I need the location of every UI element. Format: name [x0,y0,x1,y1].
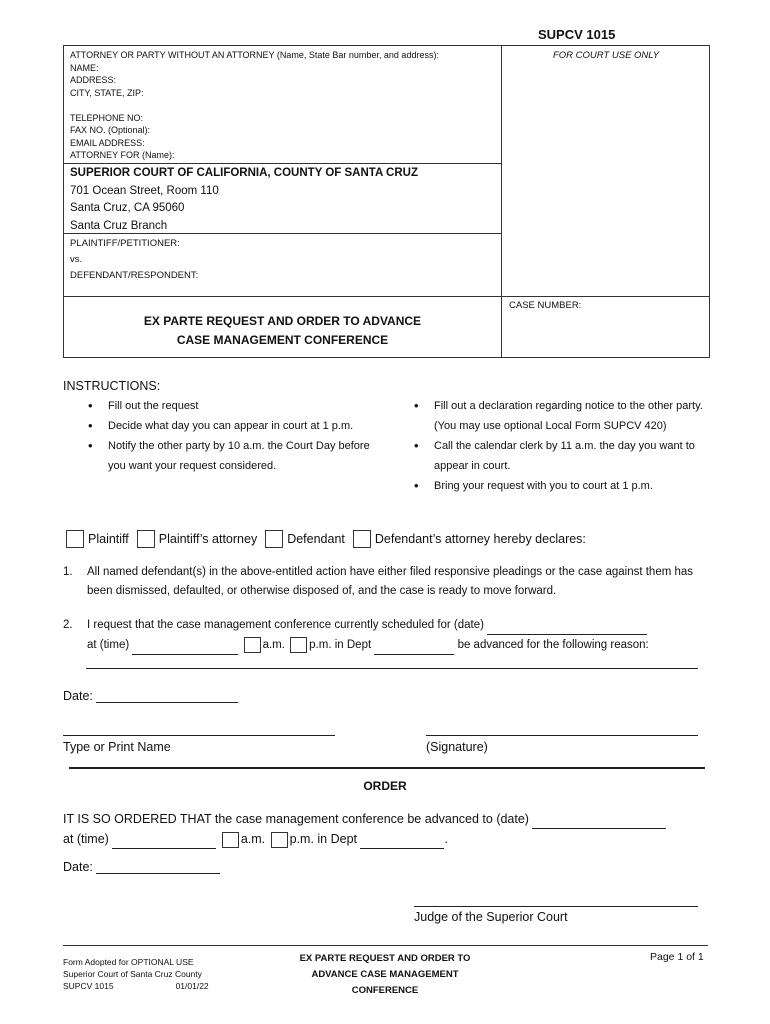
attorney-city-field[interactable]: CITY, STATE, ZIP: [70,87,144,98]
scheduled-date-field[interactable] [487,621,647,635]
footer-form-date: 01/01/22 [175,981,209,991]
page-number: Page 1 of 1 [650,951,704,963]
footer-form-code: SUPCV 1015 [63,981,114,991]
court-address-line: 701 Ocean Street, Room 110 [70,184,219,197]
item-1 [63,563,713,601]
plaintiff-checkbox[interactable] [66,530,84,548]
order-pm-checkbox[interactable] [271,832,288,848]
print-name-field[interactable] [63,735,335,736]
court-use-label: FOR COURT USE ONLY [552,50,660,61]
defendant-field[interactable]: DEFENDANT/RESPONDENT: [70,270,199,281]
court-name: SUPERIOR COURT OF CALIFORNIA, COUNTY OF SANTA CRUZ [70,167,418,179]
plaintiff-label: Plaintiff [88,532,129,546]
attorney-name-field[interactable]: NAME: [70,62,99,73]
instruction-item: • Fill out a declaration regarding notice to the other party. (You may use optional Local Form SUPCV 420) [414,396,704,436]
form-title-line: CASE MANAGEMENT CONFERENCE [176,333,389,347]
order-time-field[interactable] [112,835,216,849]
section-divider [69,767,705,769]
am-checkbox[interactable] [244,637,261,653]
order-heading: ORDER [363,779,407,793]
footer-adopted: Form Adopted for OPTIONAL USE [63,957,194,967]
judge-signature-field[interactable] [414,906,698,907]
vs-label: vs. [70,254,83,265]
footer-divider [63,945,708,946]
case-number-field[interactable]: CASE NUMBER: [509,300,582,311]
order-date-label: Date: [63,860,93,874]
defendant-checkbox[interactable] [265,530,283,548]
date-row [63,689,238,703]
spacer [70,99,439,112]
defendant-attorney-label: Defendant’s attorney hereby declares: [374,532,586,546]
order-am-checkbox[interactable] [222,832,239,848]
court-branch: Santa Cruz Branch [70,219,168,232]
footer-title [280,951,490,999]
declarant-row [66,530,590,548]
order-text: IT IS SO ORDERED THAT the case management conference be advanced to (date) [63,812,529,826]
item-2-request-text: I request that the case management conference currently scheduled for (date) [87,619,484,631]
attorney-info [70,49,439,162]
item-number: 1. [63,566,73,578]
reason-label: be advanced for the following reason: [457,639,649,651]
court-block [70,165,418,235]
footer-title-line: ADVANCE CASE MANAGEMENT [311,969,459,980]
instruction-item: • Fill out the request [88,396,378,416]
plaintiff-attorney-checkbox[interactable] [137,530,155,548]
am-label: a.m. [262,639,285,651]
instruction-item: • Call the calendar clerk by 11 a.m. the day you want to appear in court. [414,436,704,476]
footer-title-line: EX PARTE REQUEST AND ORDER TO [299,953,471,964]
signature-field[interactable] [426,735,698,736]
judge-label: Judge of the Superior Court [414,910,568,924]
plaintiff-attorney-label: Plaintiff’s attorney [158,532,258,546]
order-date-row [63,860,220,874]
order-period: . [444,832,448,846]
print-name-label: Type or Print Name [63,740,171,754]
parties-title-divider [64,296,709,297]
plaintiff-field[interactable]: PLAINTIFF/PETITIONER: [70,238,180,249]
instructions-heading: INSTRUCTIONS: [63,379,161,393]
form-title [64,312,501,350]
defendant-attorney-checkbox[interactable] [353,530,371,548]
instructions-right [414,396,704,496]
order-date-field[interactable] [532,815,666,829]
reason-field[interactable] [86,668,698,669]
pm-checkbox[interactable] [290,637,307,653]
order-dept-field[interactable] [360,835,444,849]
instruction-item: • Bring your request with you to court at 1 p.m. [414,476,704,496]
order-sign-date-field[interactable] [96,860,220,874]
item-2 [63,615,713,655]
fax-field[interactable]: FAX NO. (Optional): [70,125,151,135]
time-field[interactable] [132,641,238,655]
footer-left [63,956,209,992]
attorney-court-divider [64,163,501,164]
form-title-line: EX PARTE REQUEST AND ORDER TO ADVANCE [143,314,422,328]
footer-title-line: CONFERENCE [351,985,419,996]
attorney-address-field[interactable]: ADDRESS: [70,75,117,85]
date-label: Date: [63,689,93,703]
pm-dept-label: p.m. in Dept [309,639,372,651]
telephone-field[interactable]: TELEPHONE NO: [70,112,144,123]
time-label: at (time) [87,639,130,651]
form-number: SUPCV 1015 [538,27,616,42]
order-pm-dept-label: p.m. in Dept [289,832,357,846]
dept-field[interactable] [374,641,454,655]
parties-block [70,236,198,284]
instruction-item: • Notify the other party by 10 a.m. the Court Day before you want your request considered. [88,436,378,476]
instruction-item: • Decide what day you can appear in court at 1 p.m. [88,416,378,436]
order-text-block [63,809,713,849]
order-am-label: a.m. [240,832,266,846]
order-time-label: at (time) [63,832,109,846]
signature-label: (Signature) [426,740,488,754]
defendant-label: Defendant [287,532,345,546]
instructions-left [88,396,378,476]
footer-court: Superior Court of Santa Cruz County [63,969,202,979]
date-field[interactable] [96,689,238,703]
caption-divider [501,46,502,357]
caption-box [63,45,710,358]
email-field[interactable]: EMAIL ADDRESS: [70,137,145,148]
court-address-line: Santa Cruz, CA 95060 [70,202,185,214]
item-1-text: All named defendant(s) in the above-entitled action have either filed responsive pleadings or the case against them has been dismissed, defaulted, or otherwise disposed of, and the case is ready to move forward. [87,566,694,597]
attorney-line: ATTORNEY OR PARTY WITHOUT AN ATTORNEY (Name, State Bar number, and address): [70,50,439,60]
item-number: 2. [63,619,73,631]
attorney-for-field[interactable]: ATTORNEY FOR (Name): [70,150,175,160]
